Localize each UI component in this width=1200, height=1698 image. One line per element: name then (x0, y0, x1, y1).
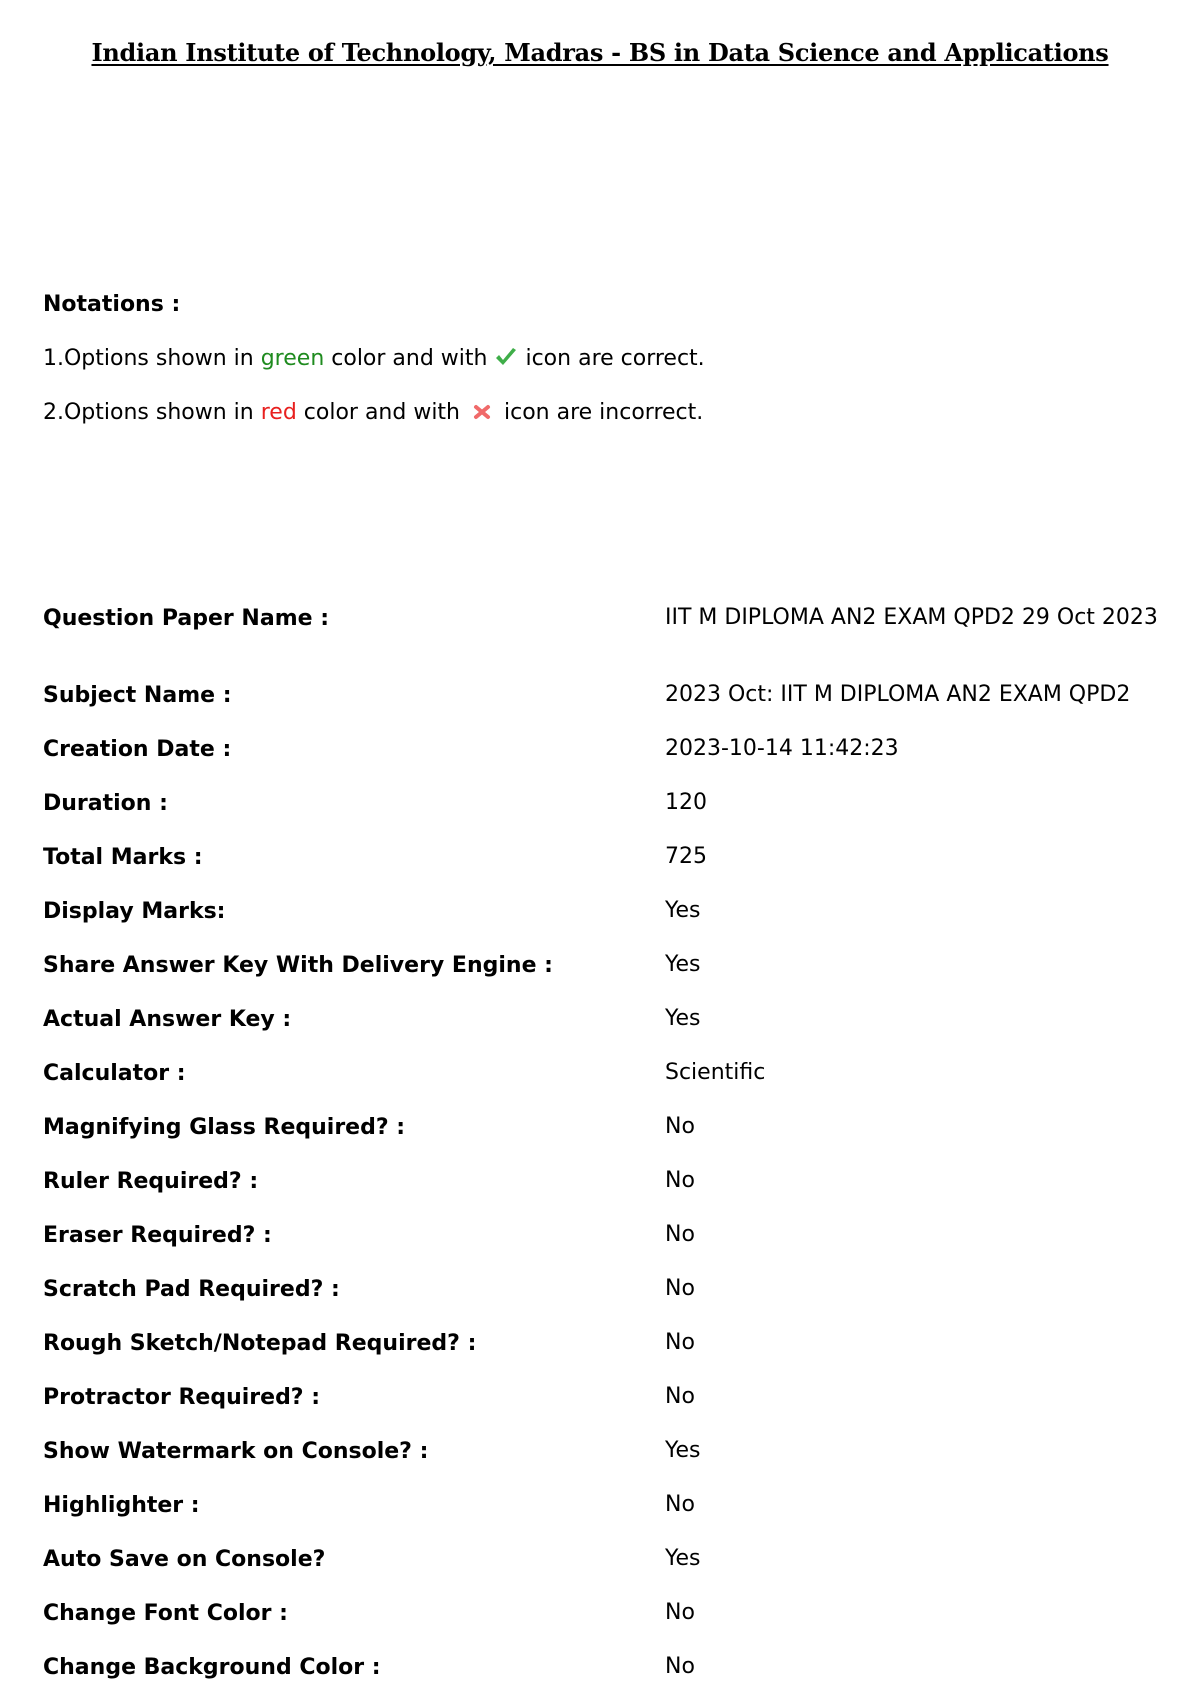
detail-row (43, 668, 1158, 722)
detail-value: No (665, 1654, 695, 1679)
exam-details-table (43, 568, 1158, 1694)
detail-row (43, 1046, 1158, 1100)
detail-value: No (665, 1276, 695, 1301)
detail-label: Question Paper Name : (43, 605, 329, 631)
notation-text: color and with (296, 400, 467, 425)
detail-value: 2023 Oct: IIT M DIPLOMA AN2 EXAM QPD2 (665, 682, 1131, 707)
detail-value: No (665, 1600, 695, 1625)
detail-value: Yes (665, 1546, 701, 1571)
notation-incorrect-line (43, 400, 705, 454)
detail-row (43, 884, 1158, 938)
detail-label: Auto Save on Console? (43, 1546, 326, 1572)
detail-value: No (665, 1114, 695, 1139)
detail-value: Yes (665, 898, 701, 923)
detail-label: Highlighter : (43, 1492, 200, 1518)
red-color-word: red (260, 400, 297, 425)
detail-row (43, 1532, 1158, 1586)
detail-row (43, 1478, 1158, 1532)
detail-value: 120 (665, 790, 707, 815)
detail-label: Rough Sketch/Notepad Required? : (43, 1330, 477, 1356)
detail-label: Subject Name : (43, 682, 232, 708)
detail-row (43, 1100, 1158, 1154)
detail-value: No (665, 1330, 695, 1355)
detail-value: No (665, 1168, 695, 1193)
detail-label: Ruler Required? : (43, 1168, 259, 1194)
detail-value: 725 (665, 844, 707, 869)
notation-text: 2.Options shown in (43, 400, 261, 425)
detail-value: Yes (665, 952, 701, 977)
cross-icon (467, 402, 497, 428)
detail-row (43, 1208, 1158, 1262)
notations-section (43, 292, 705, 454)
detail-row (43, 776, 1158, 830)
detail-label: Eraser Required? : (43, 1222, 272, 1248)
detail-label: Calculator : (43, 1060, 186, 1086)
detail-value: Yes (665, 1006, 701, 1031)
notation-correct-line (43, 346, 705, 400)
document-title: Indian Institute of Technology, Madras - BS in Data Science and Applications (91, 38, 1109, 67)
detail-value: 2023-10-14 11:42:23 (665, 736, 899, 761)
detail-label: Total Marks : (43, 844, 203, 870)
notation-text: color and with (324, 346, 495, 371)
detail-row (43, 992, 1158, 1046)
detail-row (43, 1154, 1158, 1208)
detail-row (43, 830, 1158, 884)
detail-label: Creation Date : (43, 736, 232, 762)
notations-heading: Notations : (43, 292, 181, 317)
detail-value: Scientific (665, 1060, 766, 1085)
detail-row (43, 1370, 1158, 1424)
detail-row (43, 1640, 1158, 1694)
detail-row (43, 1262, 1158, 1316)
detail-label: Change Background Color : (43, 1654, 381, 1680)
green-color-word: green (260, 346, 325, 371)
detail-label: Protractor Required? : (43, 1384, 321, 1410)
detail-value: No (665, 1492, 695, 1517)
notation-text: icon are incorrect. (497, 400, 704, 425)
detail-row (43, 1586, 1158, 1640)
detail-value: IIT M DIPLOMA AN2 EXAM QPD2 29 Oct 2023 (665, 605, 1158, 630)
detail-row (43, 722, 1158, 776)
check-icon (494, 346, 518, 374)
detail-row (43, 938, 1158, 992)
detail-label: Scratch Pad Required? : (43, 1276, 340, 1302)
detail-label: Magnifying Glass Required? : (43, 1114, 406, 1140)
notation-text: 1.Options shown in (43, 346, 261, 371)
detail-label: Display Marks: (43, 898, 226, 924)
detail-label: Duration : (43, 790, 168, 816)
detail-row (43, 568, 1158, 668)
detail-value: No (665, 1384, 695, 1409)
notation-text: icon are correct. (518, 346, 705, 371)
detail-label: Actual Answer Key : (43, 1006, 292, 1032)
detail-row (43, 1424, 1158, 1478)
detail-value: No (665, 1222, 695, 1247)
detail-label: Show Watermark on Console? : (43, 1438, 429, 1464)
detail-label: Change Font Color : (43, 1600, 288, 1626)
detail-value: Yes (665, 1438, 701, 1463)
detail-label: Share Answer Key With Delivery Engine : (43, 952, 553, 978)
detail-row (43, 1316, 1158, 1370)
